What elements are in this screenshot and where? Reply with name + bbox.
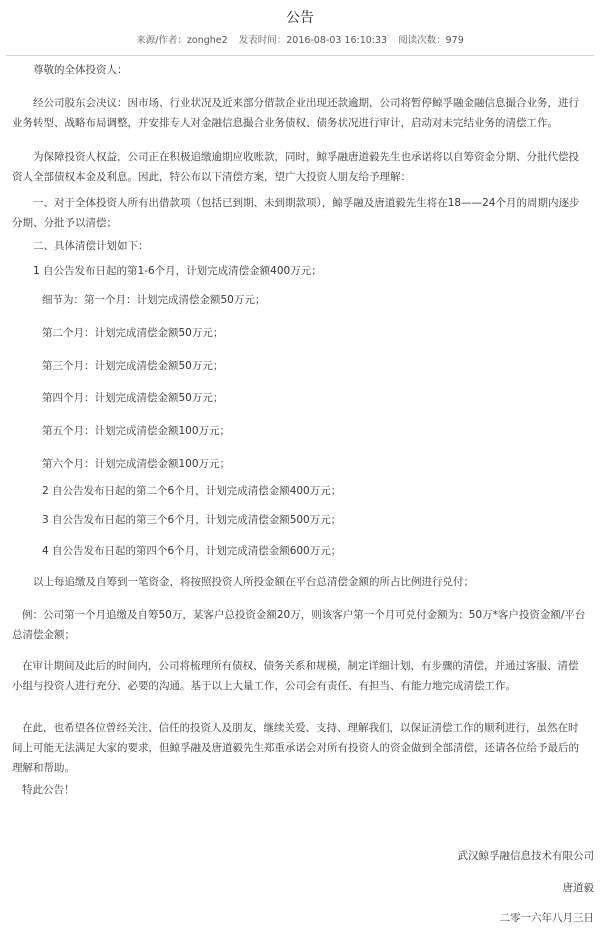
- plan-detail-month-4: 第四个月：计划完成清偿金额50万元；: [42, 392, 224, 404]
- read-count: 阅读次数：979: [398, 35, 464, 46]
- plan-four: 4 自公告发布日起的第四个6个月，计划完成清偿金额600万元；: [42, 545, 342, 557]
- paragraph-audit: 在审计期间及此后的时间内，公司将梳理所有债权、债务关系和规模，制定详细计划，有步骤的清偿，并通过客服、清偿小组与投资人进行充分、必要的沟通。基于以上大量工作，公司会有责任、有担当、有能力地完成清偿工作。: [12, 660, 579, 692]
- paragraph-example: 例：公司第一个月追缴及自筹50万，某客户总投资金额20万，则该客户第一个月可兑付金额为：50万*客户投资金额/平台总清偿金额；: [12, 609, 586, 641]
- item-two: 二、具体清偿计划如下：: [33, 240, 149, 252]
- greeting: 尊敬的全体投资人：: [33, 64, 128, 76]
- publish-time: 发表时间：2016-08-03 16:10:33: [238, 35, 388, 46]
- plan-detail-month-3: 第三个月：计划完成清偿金额50万元；: [42, 360, 224, 372]
- closing-line: 特此公告！: [22, 784, 75, 796]
- plan-one: 1 自公告发布日起的第1-6个月，计划完成清偿金额400万元；: [33, 265, 322, 277]
- plan-detail-month-2: 第二个月：计划完成清偿金额50万元；: [42, 327, 224, 339]
- paragraph-decision: 经公司股东会决议：因市场、行业状况及近来部分借款企业出现还款逾期，公司将暂停鲸孚融金融信息撮合业务，进行业务转型、战略布局调整，并安排专人对金融信息撮合业务债权、债务状况进行审计，启动对未完结业务的清偿工作。: [12, 97, 579, 129]
- signature-company: 武汉鲸孚融信息技术有限公司: [457, 850, 594, 862]
- item-one: 一、对于全体投资人所有出借款项（包括已到期、未到期款项），鲸孚融及唐道毅先生将在18——24个月的周期内逐步分期、分批予以清偿；: [12, 197, 580, 229]
- plan-detail-month-5: 第五个月：计划完成清偿金额100万元；: [42, 425, 231, 437]
- plan-two: 2 自公告发布日起的第二个6个月，计划完成清偿金额400万元；: [42, 485, 342, 497]
- plan-three: 3 自公告发布日起的第三个6个月，计划完成清偿金额500万元；: [42, 514, 342, 526]
- signature-person: 唐道毅: [562, 882, 594, 894]
- source-author: 来源/作者：zonghe2: [136, 35, 228, 46]
- signature-date: 二零一六年八月三日: [499, 912, 594, 924]
- page-title: 公告: [286, 10, 314, 26]
- plan-detail-month-6: 第六个月：计划完成清偿金额100万元；: [42, 458, 231, 470]
- paragraph-appeal: 在此，也希望各位曾经关注、信任的投资人及朋友，继续关爱、支持、理解我们，以保证清偿工作的顺利进行，虽然在时间上可能无法满足大家的要求，但鲸孚融及唐道毅先生郑重承诺会对所有投资人的资金做到全部清偿，还请各位给予最后的理解和帮助。: [12, 722, 579, 774]
- paragraph-payout-rule: 以上每追缴及自筹到一笔资金，将按照投资人所投金额在平台总清偿金额的所占比例进行兑付；: [33, 576, 474, 588]
- paragraph-protection: 为保障投资人权益，公司正在积极追缴逾期应收账款，同时，鲸孚融唐道毅先生也承诺将以自筹资金分期、分批代偿投资人全部债权本金及利息。因此，特公布以下清偿方案，望广大投资人朋友给予理解：: [12, 151, 579, 183]
- plan-detail-month-1: 细节为：第一个月：计划完成清偿金额50万元；: [42, 294, 266, 306]
